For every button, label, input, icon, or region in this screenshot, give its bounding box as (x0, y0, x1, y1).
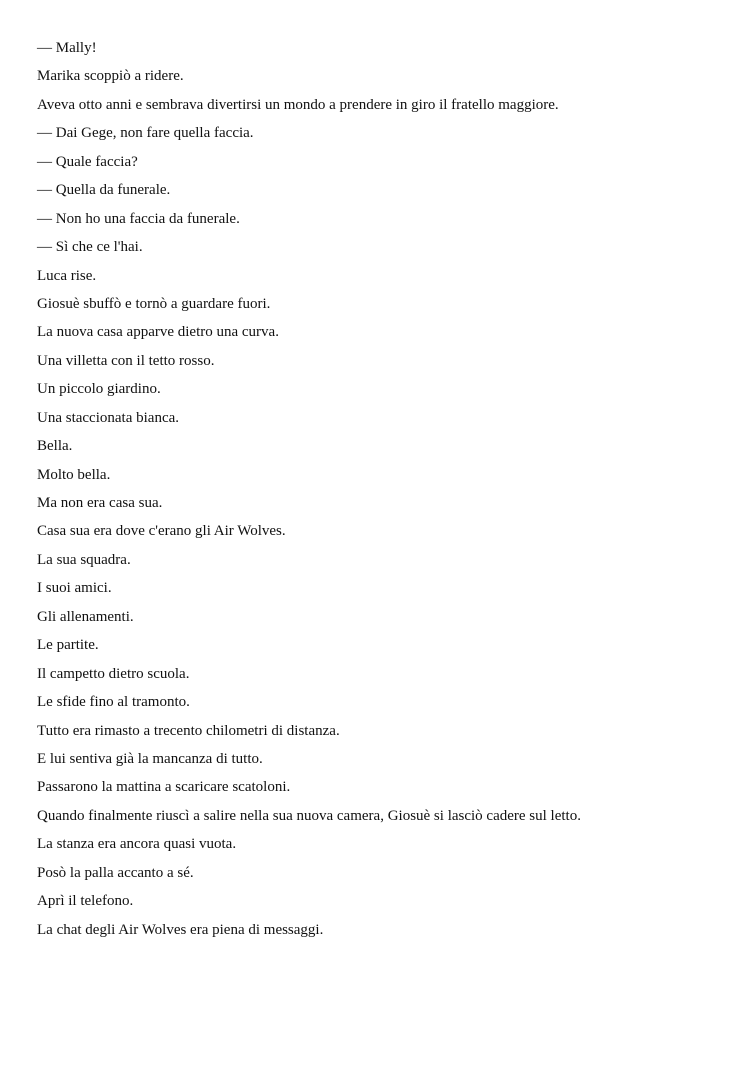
text-line: Le sfide fino al tramonto. (37, 694, 190, 711)
text-line: Tutto era rimasto a trecento chilometri di distanza. (37, 722, 340, 739)
text-line: Bella. (37, 438, 73, 455)
text-line: Casa sua era dove c'erano gli Air Wolves. (37, 523, 286, 540)
text-line: Gli allenamenti. (37, 608, 134, 625)
text-line: — Quella da funerale. (37, 182, 171, 199)
text-line: Ma non era casa sua. (37, 495, 163, 511)
text-line: Passarono la mattina a scaricare scatoloni. (37, 779, 291, 796)
text-line: — Non ho una faccia da funerale. (37, 210, 240, 227)
text-line: — Dai Gege, non fare quella faccia. (37, 125, 254, 142)
text-line: La chat degli Air Wolves era piena di messaggi. (37, 921, 324, 938)
text-line: La nuova casa apparve dietro una curva. (37, 324, 279, 341)
text-line: Aveva otto anni e sembrava divertirsi un mondo a prendere in giro il fratello maggiore. (37, 96, 559, 113)
text-line: Quando finalmente riuscì a salire nella sua nuova camera, Giosuè si lasciò cadere sul letto. (37, 807, 581, 824)
text-line: E lui sentiva già la mancanza di tutto. (37, 750, 263, 767)
document-page (37, 38, 727, 948)
text-line: Un piccolo giardino. (37, 381, 161, 398)
text-line: Marika scoppiò a ridere. (37, 68, 184, 85)
text-line: Aprì il telefono. (37, 893, 134, 910)
text-line: Una staccionata bianca. (37, 409, 180, 426)
text-line: Molto bella. (37, 466, 111, 483)
text-line: I suoi amici. (37, 580, 112, 597)
text-line: — Quale faccia? (37, 153, 138, 170)
text-line: Una villetta con il tetto rosso. (37, 352, 215, 369)
text-line: Luca rise. (37, 267, 97, 284)
text-line: La stanza era ancora quasi vuota. (37, 836, 237, 853)
text-line: Il campetto dietro scuola. (37, 665, 190, 682)
text-line: — Sì che ce l'hai. (37, 239, 143, 256)
text-line: Le partite. (37, 637, 99, 654)
text-line: Giosuè sbuffò e tornò a guardare fuori. (37, 295, 271, 312)
text-line: — Mally! (37, 40, 97, 56)
text-line: Posò la palla accanto a sé. (37, 864, 194, 881)
text-line: La sua squadra. (37, 551, 131, 568)
